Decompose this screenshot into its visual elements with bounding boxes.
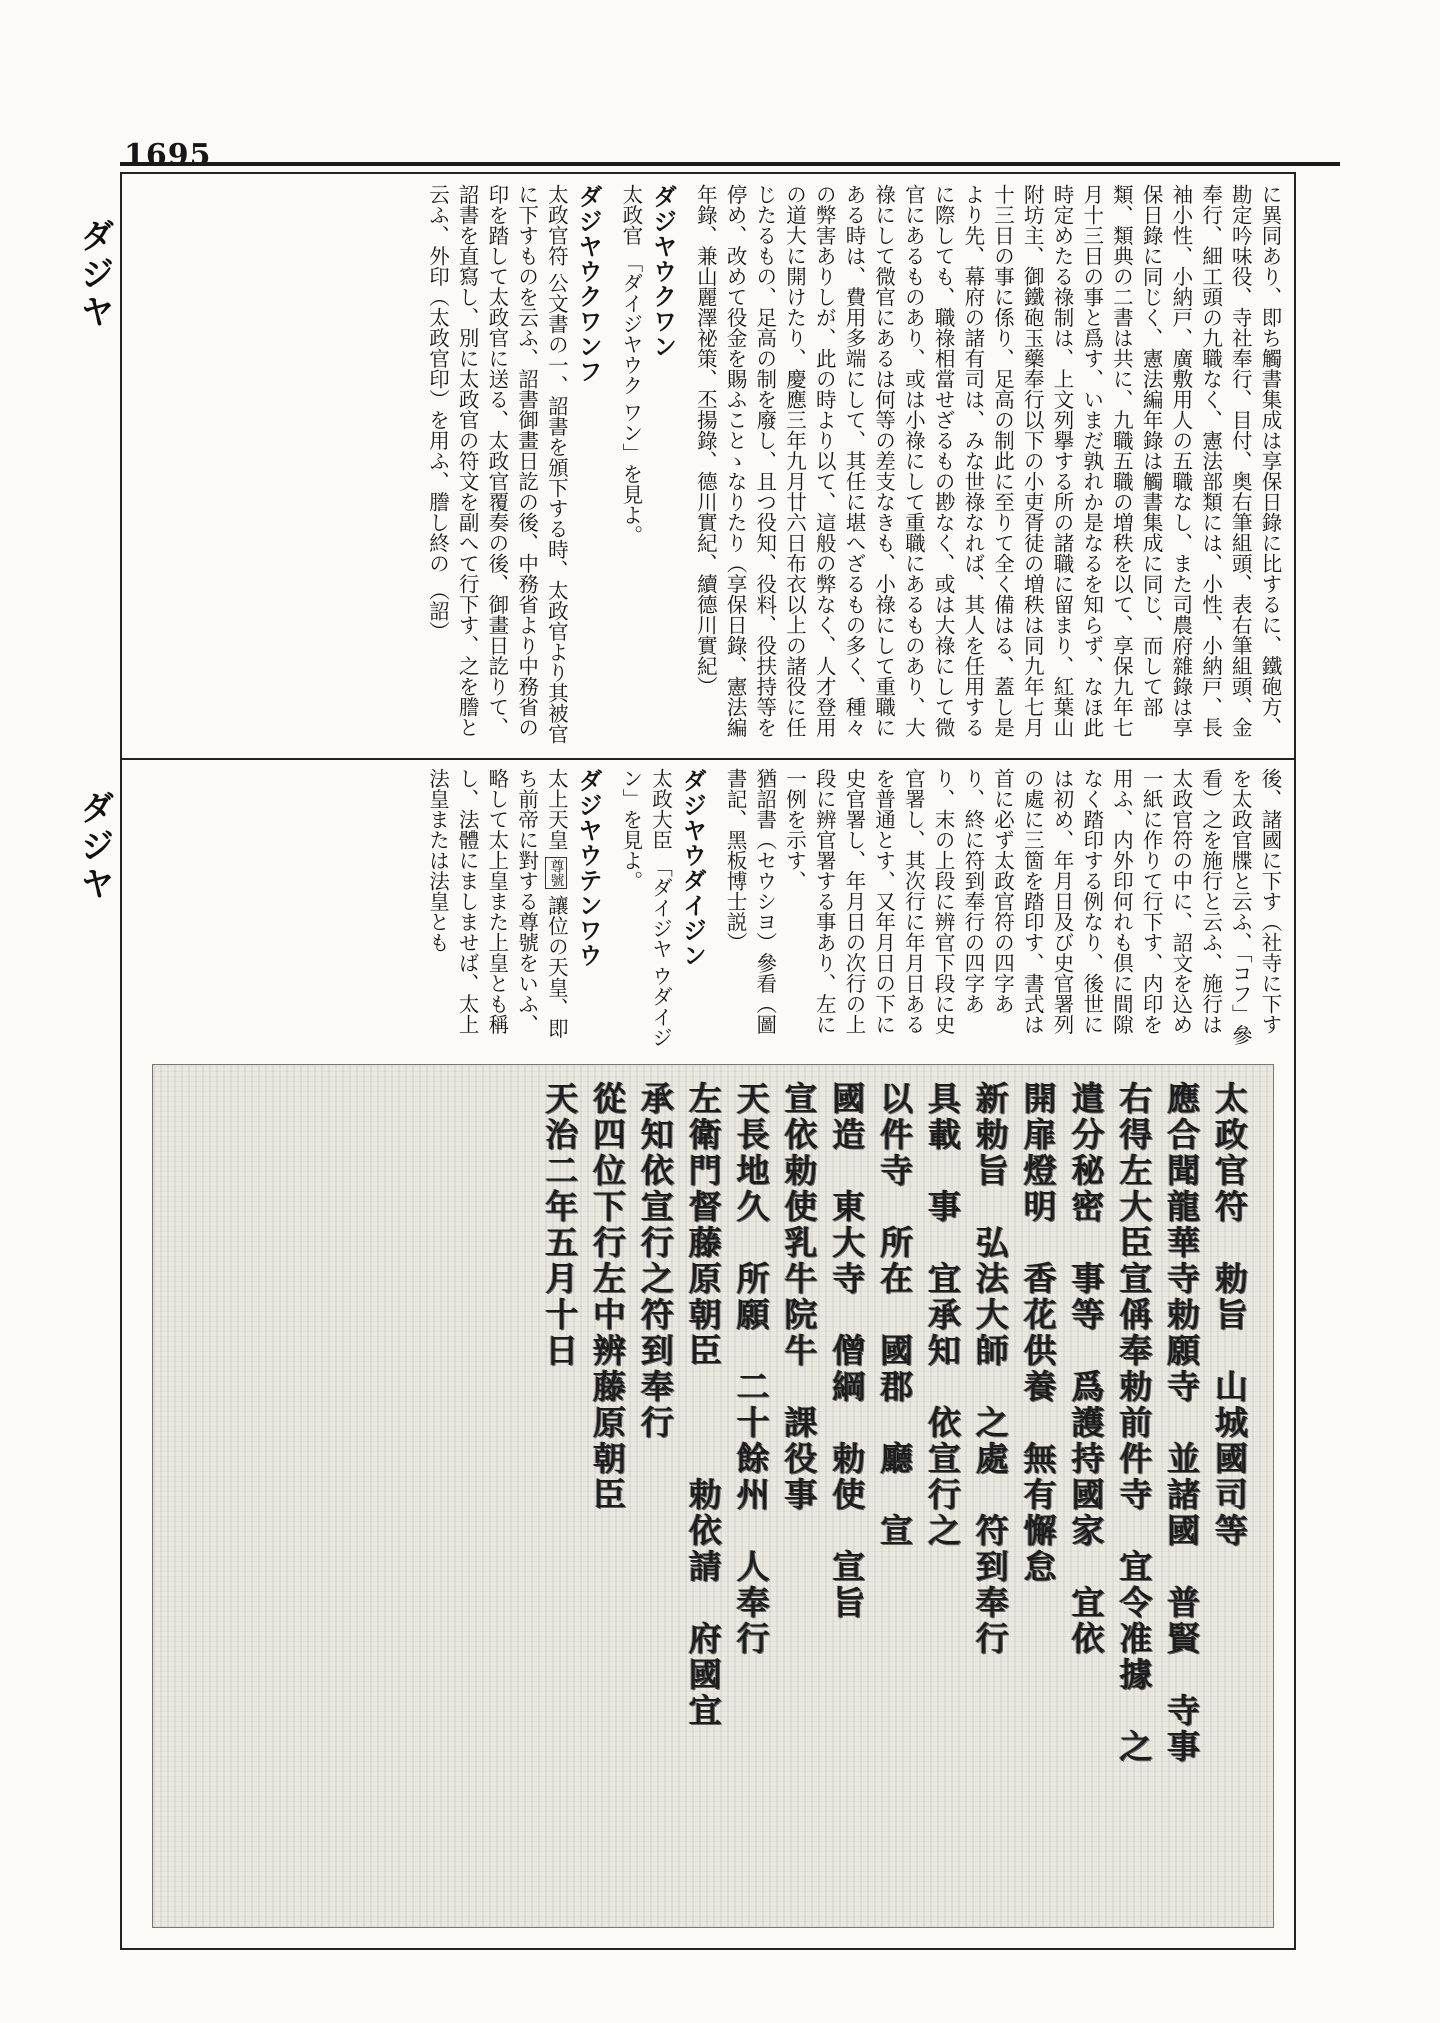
section-divider (120, 758, 1294, 760)
middle-text-band (126, 768, 1284, 1054)
entry-body: 公文書の一、詔書を頒下する時、太政官より其被官に下すものを云ふ、詔書御畫日訖の後、中務省より中務省の印を踏して太政官に送る、太政官覆奏の後、御畫日訖りて、詔書を直寫し、別に太政官の符文を副へて行下す、之を謄と云ふ、外印（太政官印）を用ふ、謄し終の (425, 184, 569, 745)
document-line: 應合聞龍華寺勅願寺 並諸國 普賢 寺事 (1162, 1081, 1202, 1765)
handwritten-document (183, 1081, 1253, 1901)
document-line: 天長地久 所願 二十餘州 人奉行 (731, 1081, 771, 1657)
entry-kanji: 太政大臣 (648, 768, 673, 850)
entry-dajiyaudaijin (615, 768, 709, 1054)
document-line: 遣分秘密 事等 爲護持國家 宜依 (1066, 1081, 1106, 1657)
document-line: 從四位下行左中辨藤原朝臣 (588, 1081, 628, 1513)
document-line: 具載 事 宜承知 依宣行之 (922, 1081, 962, 1549)
entry-body: ワン」を見よ。 (618, 402, 643, 546)
header-rule (120, 162, 1340, 166)
entry-heading: ダジヤウテンワウ (574, 768, 603, 968)
entry-heading: ダジヤウクワン (648, 184, 677, 359)
entry-dajiyaukuwanfu (422, 184, 605, 748)
continuation-paragraph: に異同あり、即ち觸書集成は享保日錄に比するに、鐵砲方、勘定吟味役、寺社奉行、目付、奥右筆組頭、表右筆組頭、金奉行、細工頭の九職なく、憲法部類には、小性、小納戸、長袖小性、小納戸、廣敷用人の五職なし、また司農府雜錄は享保日錄に同じく、憲法編年錄は觸書集成に同じ、而して部類、類典の二書は共に、九職五職の増秩を以て、享保九年七月十三日の事と爲す、いまだ孰れか是なるを知らず、なほ此時定めたる祿制は、上文列擧する所の諸職に留まり、紅葉山附坊主、御鐵砲玉藥奉行以下の小吏胥徒の増秩は同九年七月十三日の事に係り、足高の制此に至りて全く備はる、蓋し是より先、幕府の諸有司は、みな世祿なれば、其人を任用するに際しても、職祿相當せざるもの尠なく、或は大祿にして微官にあるものあり、或は小祿にして重職にあるものあり、大祿にして微官にあるは何等の差支なきも、小祿にして重職にある時は、費用多端にして、其任に堪へざるもの多く、種々の弊害ありしが、此の時より以て、這般の弊なく、人才登用の道大に開けたり、慶應三年九月廿六日布衣以上の諸役に任じたるもの、足高の制を廢し、且つ役知、役料、役扶持等を停め、改めて役金を賜ふことゝなりたり（享保日錄、憲法編年錄、兼山麗澤祕策、丕揚錄、德川實紀、續德川實紀） (693, 184, 1282, 738)
continuation-paragraph: 後、諸國に下す（社寺に下すを太政官牒と云ふ、「コフ」參看）之を施行と云ふ、施行は太政官符の中に、詔文を込め一紙に作りて行下す、内印を用ふ、内外印何れも倶に間隙なく踏印する例なり、後世には初め、年月日及び史官署列の處に三箇を踏印す、書式は首に必ず太政官符の四字あり、終に符到奉行の四字あり、末の上段に辨官下段に史官署し、其次行に年月日あるを普通とす、又年月日の下に史官署し、年月日の次行の上段に辨官署する事あり、左に一例を示す、 (782, 768, 1282, 1045)
entry-reading: 「ダイジヤウク (618, 252, 643, 396)
entry-dajiyautenwau (422, 768, 605, 1054)
margin-label-top: ダジヤ (74, 218, 114, 332)
entry-reading: 「ダイジヤ (648, 856, 673, 960)
note-mark: （詔） (425, 580, 450, 642)
entry-dajiyaukuwan (615, 184, 680, 748)
entry-heading: ダジヤウダイジン (678, 768, 707, 968)
document-facsimile-image (152, 1064, 1274, 1928)
top-text-band (126, 184, 1284, 748)
entry-kanji: 太上天皇 (544, 768, 569, 850)
reference-caption: 猶詔書（セウシヨ）參看（圖書記、黑板博士説） (723, 768, 777, 1035)
document-line: 宣依勅使乳牛院牛 課役事 (779, 1081, 819, 1513)
entry-heading: ダジヤウクワンフ (574, 184, 603, 384)
document-line: 天治二年五月十日 (540, 1081, 580, 1369)
document-line: 太政官符 勅旨 山城國司等 (1210, 1081, 1249, 1549)
page-number: 1695 (124, 138, 212, 173)
entry-kanji: 太政官符 (544, 184, 569, 266)
document-line: 右得左大臣宣偁奉勅前件寺 宜令准據 之 (1114, 1081, 1154, 1765)
entry-kanji: 太政官 (618, 184, 643, 246)
note-box: 尊號 (545, 857, 567, 889)
margin-label-bottom: ダジヤ (74, 790, 114, 904)
entry-body: ウダイジン」を見よ。 (618, 768, 673, 1048)
document-line: 承知依宣行之符到奉行 (635, 1081, 675, 1441)
document-line: 左衛門督藤原朝臣 勅依請 府國宜 (683, 1081, 723, 1729)
document-line: 國造 東大寺 僧綱 勅使 宣旨 (827, 1081, 867, 1621)
entry-body: 讓位の天皇、即ち前帝に對する尊號をいふ、略して太上皇また上皇とも稱し、法體にましませば、太上法皇または法皇とも (425, 768, 569, 1039)
document-line: 開扉燈明 香花供養 無有懈怠 (1018, 1081, 1058, 1585)
document-line: 以件寺 所在 國郡 廳 宣 (875, 1081, 915, 1549)
document-line: 新勅旨 弘法大師 之處 符到奉行 (970, 1081, 1010, 1657)
